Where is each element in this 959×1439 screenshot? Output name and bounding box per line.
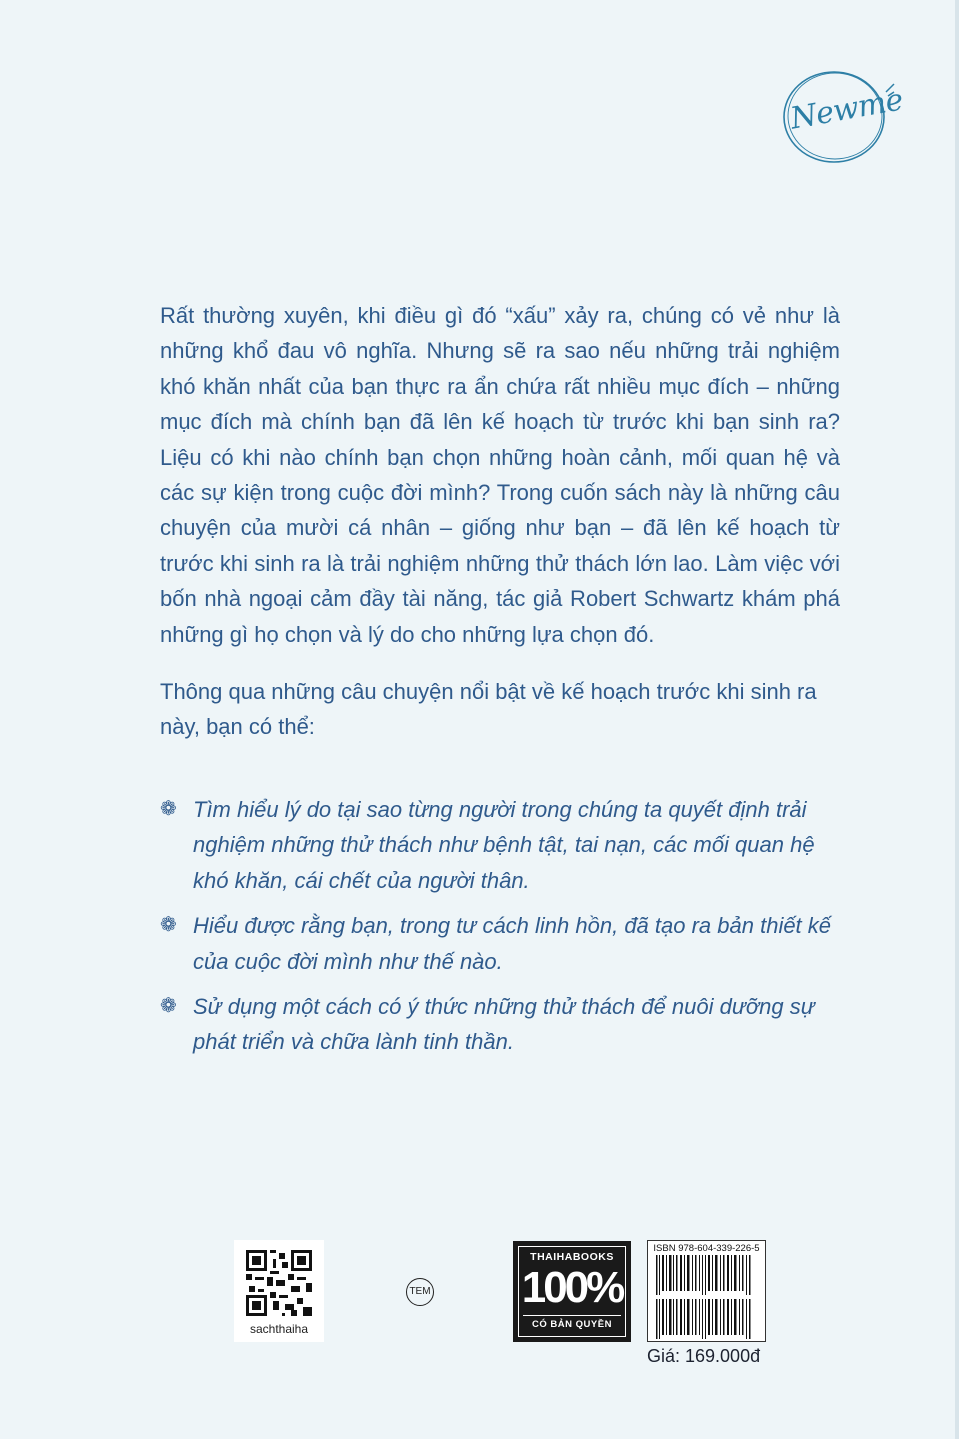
price-label: Giá: 169.000đ — [647, 1346, 761, 1366]
flower-bullet-icon: ❁ — [160, 995, 177, 1018]
qr-code-panel[interactable] — [234, 1240, 324, 1342]
list-item — [160, 989, 850, 1060]
benefits-list — [160, 792, 850, 1070]
tem-stamp: TEM — [406, 1278, 434, 1306]
flower-bullet-icon: ❁ — [160, 798, 177, 820]
barcode-icon — [656, 1255, 758, 1339]
description-paragraph-2: Thông qua những câu chuyện nổi bật về kế hoạch trước khi sinh ra này, bạn có thể: — [160, 679, 817, 740]
isbn-barcode — [647, 1240, 766, 1342]
badge-percentage: 100% — [521, 1263, 623, 1312]
list-item — [160, 792, 850, 898]
newme-logo — [776, 70, 906, 166]
copyright-badge — [513, 1241, 631, 1342]
badge-publisher: THAIHABOOKS — [530, 1251, 614, 1263]
badge-caption: CÓ BẢN QUYỀN — [523, 1315, 621, 1330]
isbn-number: ISBN 978-604-339-226-5 — [653, 1243, 760, 1254]
benefit-text: Hiểu được rằng bạn, trong tư cách linh hồn, đã tạo ra bản thiết kế của cuộc đời mình như thế nào. — [193, 913, 832, 974]
benefit-text: Sử dụng một cách có ý thức những thử thách để nuôi dưỡng sự phát triển và chữa lành tinh thần. — [193, 994, 815, 1055]
logo-wordmark: Newme — [787, 82, 906, 137]
benefit-text: Tìm hiểu lý do tại sao từng người trong chúng ta quyết định trải nghiệm những thử thách như bệnh tật, tai nạn, các mối quan hệ khó khăn, cái chết của người thân. — [193, 797, 815, 893]
list-item — [160, 908, 850, 979]
description-paragraph-1: Rất thường xuyên, khi điều gì đó “xấu” xảy ra, chúng có vẻ như là những khổ đau vô nghĩa. Nhưng sẽ ra sao nếu những trải nghiệm khó khăn nhất của bạn thực ra ẩn chứa rất nhiều mục đích – những mục đích mà chính bạn đã lên kế hoạch từ trước khi bạn sinh ra? Liệu có khi nào chính bạn chọn những hoàn cảnh, mối quan hệ và các sự kiện trong cuộc đời mình? Trong cuốn sách này là những câu chuyện của mười cá nhân – giống như bạn – đã lên kế hoạch từ trước khi sinh ra là trải nghiệm những thử thách lớn lao. Làm việc với bốn nhà ngoại cảm đầy tài năng, tác giả Robert Schwartz khám phá những gì họ chọn và lý do cho những lựa chọn đó. — [160, 303, 840, 647]
qr-code-icon — [246, 1250, 312, 1316]
qr-label: sachthaiha — [249, 1322, 309, 1336]
badge-frame — [518, 1246, 626, 1337]
flower-bullet-icon: ❁ — [160, 914, 177, 937]
book-description — [160, 298, 840, 767]
page-edge-line — [955, 0, 959, 1439]
